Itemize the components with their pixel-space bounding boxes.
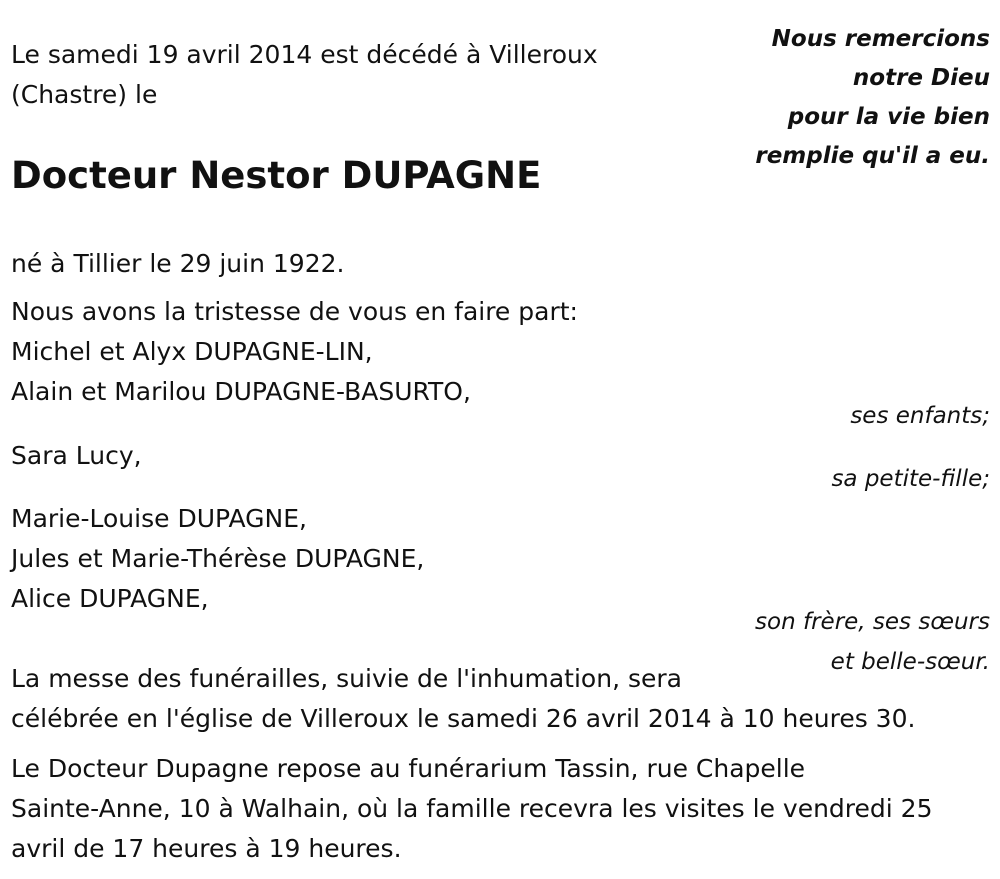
siblings-relation-line: et belle-sœur. xyxy=(830,649,990,675)
deceased-name: Docteur Nestor DUPAGNE xyxy=(11,154,542,197)
sibling-name: Marie-Louise DUPAGNE, xyxy=(11,504,307,533)
grandchild-relation: sa petite-fille; xyxy=(831,466,990,492)
quote-line: Nous remercions xyxy=(771,26,990,52)
funeral-info xyxy=(11,659,915,739)
visitation-line: Le Docteur Dupagne repose au funérarium Tassin, rue Chapelle xyxy=(11,754,806,783)
announcement-line: Nous avons la tristesse de vous en faire part: xyxy=(11,297,578,326)
siblings-relation-line: son frère, ses sœurs xyxy=(755,609,990,635)
quote-line: pour la vie bien xyxy=(787,104,990,130)
quote-line: remplie qu'il a eu. xyxy=(755,143,990,169)
visitation-info xyxy=(11,749,932,869)
visitation-line: Sainte-Anne, 10 à Walhain, où la famille recevra les visites le vendredi 25 xyxy=(11,794,933,823)
birth-info: né à Tillier le 29 juin 1922. xyxy=(11,249,345,278)
child-name: Alain et Marilou DUPAGNE-BASURTO, xyxy=(11,377,471,406)
child-name: Michel et Alyx DUPAGNE-LIN, xyxy=(11,337,373,366)
visitation-line: avril de 17 heures à 19 heures. xyxy=(11,834,402,863)
intro-line: (Chastre) le xyxy=(11,80,158,109)
intro-line: Le samedi 19 avril 2014 est décédé à Villeroux xyxy=(11,40,598,69)
intro-text xyxy=(11,35,598,115)
announcement-text xyxy=(11,292,578,412)
funeral-line: La messe des funérailles, suivie de l'inhumation, sera xyxy=(11,664,682,693)
grandchild-names xyxy=(11,436,142,476)
grandchild-name: Sara Lucy, xyxy=(11,441,142,470)
quote-line: notre Dieu xyxy=(852,65,990,91)
funeral-line: célébrée en l'église de Villeroux le samedi 26 avril 2014 à 10 heures 30. xyxy=(11,704,916,733)
children-relation: ses enfants; xyxy=(850,403,990,429)
sibling-name: Jules et Marie-Thérèse DUPAGNE, xyxy=(11,544,425,573)
sibling-names xyxy=(11,499,424,619)
sibling-name: Alice DUPAGNE, xyxy=(11,584,209,613)
faith-quote xyxy=(660,20,990,176)
